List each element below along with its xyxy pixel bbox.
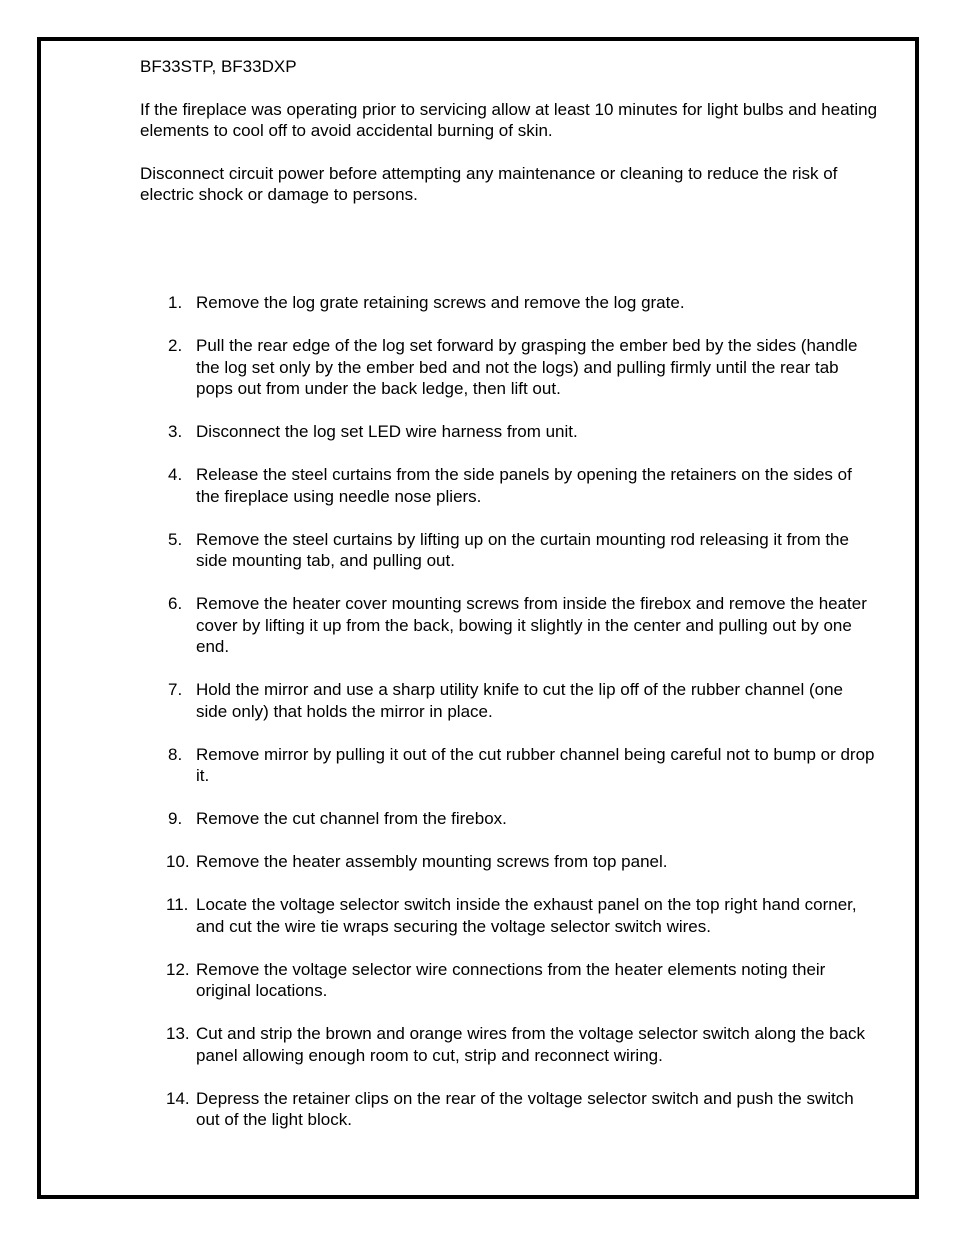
step-number: 1. xyxy=(168,293,183,312)
step-number: 5. xyxy=(168,529,183,549)
step-number: 7. xyxy=(168,680,183,699)
list-item xyxy=(166,335,876,400)
list-item xyxy=(166,808,876,830)
step-text: Remove the heater cover mounting screws from inside the firebox and remove the heater cover by lifting it up from the back, bowing it slightly in the center and pulling out by one end. xyxy=(196,594,867,656)
step-number: 13. xyxy=(166,1024,190,1043)
step-text: Locate the voltage selector switch inside the exhaust panel on the top right hand corner, and cut the wire tie wraps securing the voltage selector switch wires. xyxy=(196,895,857,936)
step-number: 11. xyxy=(166,895,189,914)
step-number: 4. xyxy=(168,465,183,484)
power-warning: Disconnect circuit power before attempting any maintenance or cleaning to reduce the risk of electric shock or damage to persons. xyxy=(140,163,838,204)
model-numbers: BF33STP, BF33DXP xyxy=(140,57,297,76)
step-text: Disconnect the log set LED wire harness from unit. xyxy=(196,422,578,441)
step-number: 8. xyxy=(168,744,183,764)
step-text: Release the steel curtains from the side panels by opening the retainers on the sides of the fireplace using needle nose pliers. xyxy=(196,465,852,506)
step-text: Remove the voltage selector wire connections from the heater elements noting their original locations. xyxy=(196,959,826,1000)
list-item xyxy=(166,464,876,507)
procedure-steps xyxy=(166,292,876,1152)
step-text: Depress the retainer clips on the rear of the voltage selector switch and push the switch out of the light block. xyxy=(196,1088,854,1129)
list-item xyxy=(166,529,876,572)
hot-surface-warning: If the fireplace was operating prior to servicing allow at least 10 minutes for light bulbs and heating elements to cool off to avoid accidental burning of skin. xyxy=(140,99,878,140)
step-text: Remove mirror by pulling it out of the cut rubber channel being careful not to bump or drop it. xyxy=(196,744,875,785)
step-text: Remove the steel curtains by lifting up on the curtain mounting rod releasing it from the side mounting tab, and pulling out. xyxy=(196,529,849,570)
list-item xyxy=(166,1088,876,1131)
step-number: 3. xyxy=(168,422,183,441)
step-text: Cut and strip the brown and orange wires from the voltage selector switch along the back panel allowing enough room to cut, strip and reconnect wiring. xyxy=(196,1024,866,1065)
step-text: Hold the mirror and use a sharp utility knife to cut the lip off of the rubber channel (one side only) that holds the mirror in place. xyxy=(196,680,843,721)
list-item xyxy=(166,959,876,1002)
list-item xyxy=(166,292,876,314)
step-number: 9. xyxy=(168,809,183,828)
step-number: 2. xyxy=(168,336,183,355)
list-item xyxy=(166,1023,876,1066)
list-item xyxy=(166,593,876,658)
step-number: 12. xyxy=(166,959,190,979)
step-text: Remove the cut channel from the firebox. xyxy=(196,809,507,828)
step-text: Pull the rear edge of the log set forward by grasping the ember bed by the sides (handle the log set only by the ember bed and not the logs) and pulling firmly until the rear tab pops out from under the back ledge, then lift out. xyxy=(196,336,858,398)
step-text: Remove the heater assembly mounting screws from top panel. xyxy=(196,852,668,871)
list-item xyxy=(166,894,876,937)
step-number: 6. xyxy=(168,594,183,613)
document-header xyxy=(140,56,880,227)
step-text: Remove the log grate retaining screws and remove the log grate. xyxy=(196,293,685,312)
step-number: 10. xyxy=(166,852,190,871)
step-number: 14. xyxy=(166,1088,190,1108)
list-item xyxy=(166,421,876,443)
list-item xyxy=(166,679,876,722)
list-item xyxy=(166,744,876,787)
list-item xyxy=(166,851,876,873)
